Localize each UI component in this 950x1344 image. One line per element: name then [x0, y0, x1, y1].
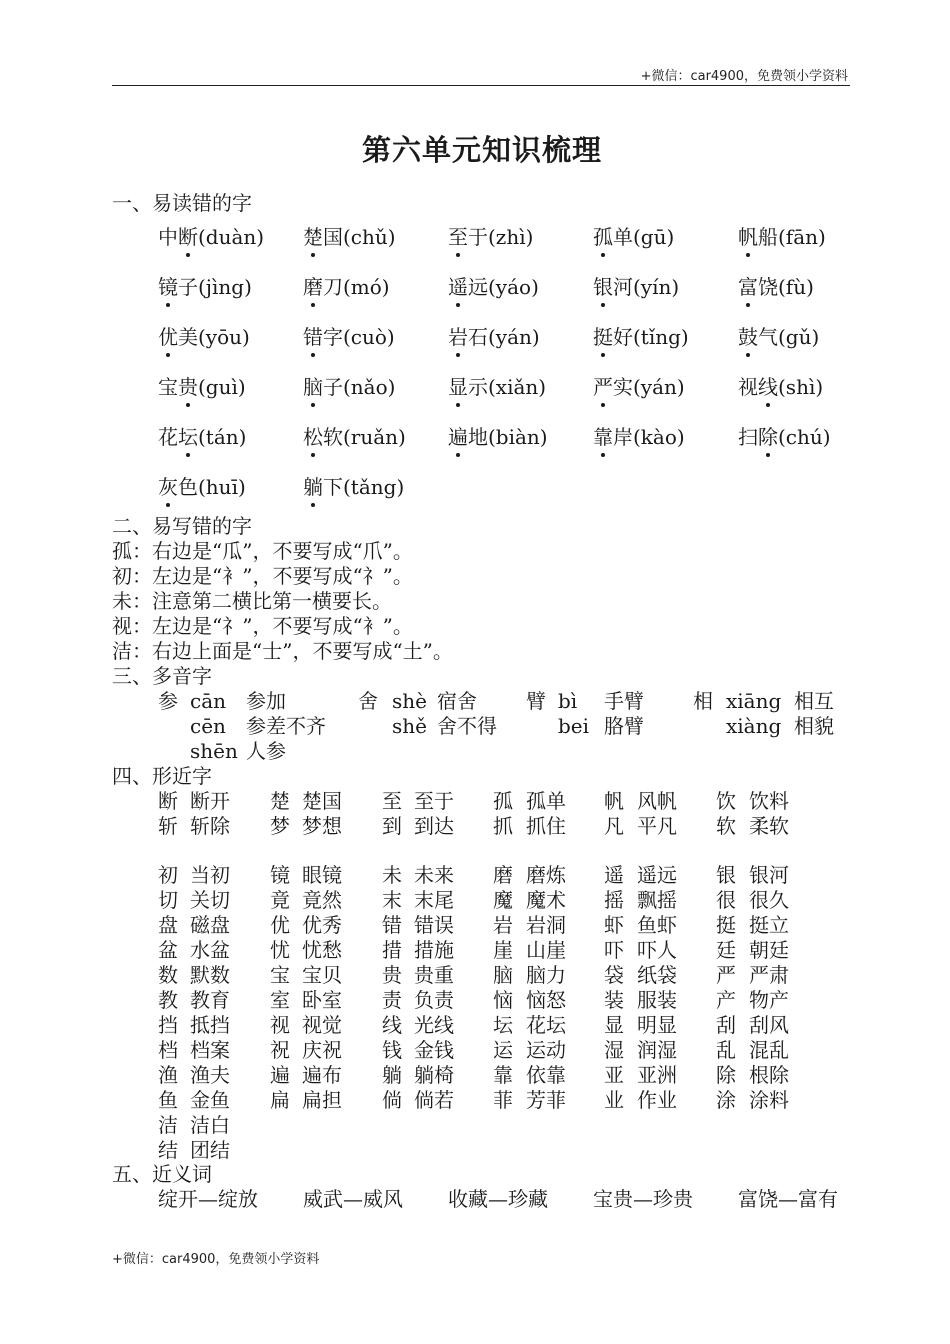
polyphone-char: 舍 [358, 689, 378, 713]
similar-word: 银河 [749, 863, 789, 887]
similar-char: 饮 [716, 789, 736, 813]
page-title: 第六单元知识梳理 [361, 133, 602, 167]
misread-word [158, 475, 246, 500]
section5-heading: 五、近义词 [112, 1162, 212, 1186]
header-note: +微信：car4900，免费领小学资料 [640, 69, 848, 84]
similar-word: 很久 [749, 888, 789, 912]
similar-word: 金鱼 [190, 1088, 230, 1112]
word-suffix: 子(jìng) [178, 275, 252, 299]
similar-char: 切 [158, 888, 178, 912]
word-prefix: 宝 [158, 375, 178, 399]
similar-word: 抓住 [526, 814, 566, 838]
similar-word: 脑力 [526, 963, 566, 987]
similar-char: 挺 [716, 913, 736, 937]
similar-char: 银 [716, 863, 736, 887]
polyphone-char: 臂 [526, 689, 546, 713]
dotted-char: 显 [448, 375, 468, 399]
similar-word: 斩除 [190, 814, 230, 838]
word-prefix: 中 [158, 225, 178, 249]
dotted-char: 躺 [303, 475, 323, 499]
word-suffix: (chú) [778, 425, 831, 449]
similar-char: 扁 [270, 1088, 290, 1112]
word-suffix: 石(yán) [468, 325, 540, 349]
word-prefix: 视 [738, 375, 758, 399]
misread-word [303, 225, 396, 250]
dotted-char: 靠 [593, 425, 613, 449]
similar-word: 飘摇 [637, 888, 677, 912]
similar-word: 抵挡 [190, 1013, 230, 1037]
word-suffix: 河(yín) [613, 275, 680, 299]
similar-char: 廷 [716, 938, 736, 962]
similar-char: 洁 [158, 1113, 178, 1137]
synonym-pair: 威武—威风 [303, 1187, 403, 1211]
similar-word: 恼怒 [526, 988, 566, 1012]
polyphone-char: 相 [693, 689, 713, 713]
word-suffix: 好(tǐng) [613, 325, 689, 349]
similar-word: 涂料 [749, 1088, 789, 1112]
word-suffix: 气(gǔ) [758, 325, 820, 349]
synonym-pair: 宝贵—珍贵 [593, 1187, 693, 1211]
similar-char: 遍 [270, 1063, 290, 1087]
similar-char: 湿 [604, 1038, 624, 1062]
word-suffix: 色(huī) [178, 475, 246, 499]
word-suffix: 下(tǎng) [323, 475, 405, 499]
misread-word [448, 425, 548, 450]
word-suffix: 于(zhì) [468, 225, 534, 249]
dotted-char: 岩 [448, 325, 468, 349]
misread-word [158, 425, 246, 450]
misread-word [158, 275, 252, 300]
misread-word [593, 425, 685, 450]
similar-char: 倘 [382, 1088, 402, 1112]
similar-char: 钱 [382, 1038, 402, 1062]
misread-word [303, 325, 395, 350]
similar-word: 山崖 [526, 938, 566, 962]
similar-word: 混乱 [749, 1038, 789, 1062]
dotted-char: 富 [738, 275, 758, 299]
similar-char: 抓 [493, 814, 513, 838]
similar-char: 坛 [493, 1013, 513, 1037]
synonym-pair: 收藏—珍藏 [448, 1187, 548, 1211]
similar-word: 未来 [414, 863, 454, 887]
similar-char: 忧 [270, 938, 290, 962]
polyphone-pinyin: shēn [190, 739, 238, 763]
polyphone-pinyin: xiāng [726, 689, 782, 713]
similar-char: 盘 [158, 913, 178, 937]
similar-word: 教育 [190, 988, 230, 1012]
similar-word: 运动 [526, 1038, 566, 1062]
word-suffix: 地(biàn) [468, 425, 548, 449]
similar-word: 物产 [749, 988, 789, 1012]
similar-word: 亚洲 [637, 1063, 677, 1087]
word-suffix: (shì) [778, 375, 824, 399]
similar-word: 孤单 [526, 789, 566, 813]
similar-char: 竟 [270, 888, 290, 912]
misread-word [158, 225, 264, 250]
similar-word: 根除 [749, 1063, 789, 1087]
similar-char: 亚 [604, 1063, 624, 1087]
rule-line: 孤：右边是“瓜”，不要写成“爪”。 [112, 539, 413, 563]
word-suffix: 刀(mó) [323, 275, 390, 299]
similar-word: 魔术 [526, 888, 566, 912]
word-suffix: (tán) [198, 425, 247, 449]
misread-word [738, 425, 831, 450]
word-suffix: 单(gū) [613, 225, 675, 249]
misread-word [448, 325, 540, 350]
similar-char: 刮 [716, 1013, 736, 1037]
similar-char: 教 [158, 988, 178, 1012]
polyphone-pinyin: cān [190, 689, 227, 713]
similar-word: 眼镜 [302, 863, 342, 887]
similar-word: 纸袋 [637, 963, 677, 987]
similar-char: 室 [270, 988, 290, 1012]
similar-word: 竟然 [302, 888, 342, 912]
polyphone-pinyin: bei [558, 714, 590, 738]
dotted-char: 灰 [158, 475, 178, 499]
word-suffix: 美(yōu) [178, 325, 250, 349]
misread-word [448, 275, 539, 300]
polyphone-word: 相互 [794, 689, 834, 713]
polyphone-word: 参差不齐 [246, 714, 326, 738]
similar-word: 视觉 [302, 1013, 342, 1037]
similar-char: 责 [382, 988, 402, 1012]
polyphone-word: 参加 [246, 689, 286, 713]
similar-word: 优秀 [302, 913, 342, 937]
similar-word: 花坛 [526, 1013, 566, 1037]
polyphone-word: 手臂 [604, 689, 644, 713]
similar-word: 风帆 [637, 789, 677, 813]
similar-word: 渔夫 [190, 1063, 230, 1087]
dotted-char: 磨 [303, 275, 323, 299]
misread-word [158, 375, 246, 400]
similar-word: 岩洞 [526, 913, 566, 937]
similar-char: 靠 [493, 1063, 513, 1087]
similar-char: 魔 [493, 888, 513, 912]
similar-char: 脑 [493, 963, 513, 987]
similar-char: 磨 [493, 863, 513, 887]
word-suffix: 示(xiǎn) [468, 375, 547, 399]
similar-word: 洁白 [190, 1113, 230, 1137]
similar-char: 软 [716, 814, 736, 838]
similar-char: 摇 [604, 888, 624, 912]
synonym-pair: 绽开—绽放 [158, 1187, 258, 1211]
dotted-char: 遍 [448, 425, 468, 449]
dotted-char: 楚 [303, 225, 323, 249]
dotted-char: 线 [758, 375, 778, 399]
similar-char: 鱼 [158, 1088, 178, 1112]
dotted-char: 严 [593, 375, 613, 399]
footer-note: +微信：car4900，免费领小学资料 [112, 1252, 320, 1267]
similar-char: 梦 [270, 814, 290, 838]
similar-word: 润湿 [637, 1038, 677, 1062]
rule-line: 洁：右边上面是“士”，不要写成“土”。 [112, 639, 453, 663]
similar-word: 遍布 [302, 1063, 342, 1087]
word-prefix: 扫 [738, 425, 758, 449]
similar-char: 除 [716, 1063, 736, 1087]
similar-char: 岩 [493, 913, 513, 937]
misread-word [448, 225, 533, 250]
similar-word: 挺立 [749, 913, 789, 937]
similar-char: 菲 [493, 1088, 513, 1112]
similar-word: 庆祝 [302, 1038, 342, 1062]
word-suffix: 国(chǔ) [323, 225, 396, 249]
polyphone-word: 宿舍 [437, 689, 477, 713]
misread-word [448, 375, 546, 400]
misread-word [303, 475, 404, 500]
similar-char: 结 [158, 1138, 178, 1162]
similar-word: 平凡 [637, 814, 677, 838]
similar-word: 严肃 [749, 963, 789, 987]
polyphone-word: 胳臂 [604, 714, 644, 738]
similar-word: 卧室 [302, 988, 342, 1012]
similar-char: 镜 [270, 863, 290, 887]
similar-char: 凡 [604, 814, 624, 838]
polyphone-pinyin: xiàng [726, 714, 782, 738]
similar-word: 躺椅 [414, 1063, 454, 1087]
dotted-char: 脑 [303, 375, 323, 399]
word-suffix: 子(nǎo) [323, 375, 396, 399]
similar-word: 水盆 [190, 938, 230, 962]
similar-char: 吓 [604, 938, 624, 962]
misread-word [158, 325, 250, 350]
similar-word: 芳菲 [526, 1088, 566, 1112]
dotted-char: 除 [758, 425, 778, 449]
similar-word: 贵重 [414, 963, 454, 987]
similar-char: 视 [270, 1013, 290, 1037]
similar-char: 显 [604, 1013, 624, 1037]
polyphone-word: 相貌 [794, 714, 834, 738]
synonym-pair: 富饶—富有 [738, 1187, 838, 1211]
similar-char: 乱 [716, 1038, 736, 1062]
similar-char: 断 [158, 789, 178, 813]
dotted-char: 遥 [448, 275, 468, 299]
polyphone-pinyin: shè [392, 689, 427, 713]
similar-char: 措 [382, 938, 402, 962]
similar-word: 默数 [190, 963, 230, 987]
similar-word: 措施 [414, 938, 454, 962]
misread-word [738, 325, 819, 350]
similar-char: 装 [604, 988, 624, 1012]
similar-char: 初 [158, 863, 178, 887]
similar-char: 虾 [604, 913, 624, 937]
word-suffix: (duàn) [198, 225, 265, 249]
header-divider [112, 85, 850, 86]
word-suffix: 软(ruǎn) [323, 425, 406, 449]
similar-word: 吓人 [637, 938, 677, 962]
similar-word: 当初 [190, 863, 230, 887]
similar-char: 祝 [270, 1038, 290, 1062]
similar-word: 明显 [637, 1013, 677, 1037]
similar-word: 倘若 [414, 1088, 454, 1112]
similar-word: 团结 [190, 1138, 230, 1162]
similar-word: 刮风 [749, 1013, 789, 1037]
misread-word [593, 375, 685, 400]
similar-char: 贵 [382, 963, 402, 987]
section2-heading: 二、易写错的字 [112, 514, 252, 538]
similar-char: 线 [382, 1013, 402, 1037]
similar-char: 宝 [270, 963, 290, 987]
similar-word: 梦想 [302, 814, 342, 838]
dotted-char: 帆 [738, 225, 758, 249]
rule-line: 初：左边是“衤”，不要写成“礻”。 [112, 564, 413, 588]
dotted-char: 坛 [178, 425, 198, 449]
rule-line: 未：注意第二横比第一横要长。 [112, 589, 392, 613]
similar-char: 帆 [604, 789, 624, 813]
similar-word: 服装 [637, 988, 677, 1012]
word-suffix: 岸(kào) [613, 425, 685, 449]
misread-word [738, 275, 814, 300]
similar-word: 末尾 [414, 888, 454, 912]
polyphone-pinyin: cēn [190, 714, 226, 738]
polyphone-word: 舍不得 [437, 714, 497, 738]
similar-char: 躺 [382, 1063, 402, 1087]
similar-word: 到达 [414, 814, 454, 838]
dotted-char: 错 [303, 325, 323, 349]
dotted-char: 断 [178, 225, 198, 249]
similar-word: 楚国 [302, 789, 342, 813]
misread-word [593, 275, 679, 300]
misread-word [303, 275, 390, 300]
similar-char: 盆 [158, 938, 178, 962]
similar-word: 宝贝 [302, 963, 342, 987]
word-suffix: 字(cuò) [323, 325, 395, 349]
similar-char: 很 [716, 888, 736, 912]
dotted-char: 优 [158, 325, 178, 349]
misread-word [303, 425, 406, 450]
similar-char: 业 [604, 1088, 624, 1112]
similar-word: 鱼虾 [637, 913, 677, 937]
polyphone-pinyin: shě [392, 714, 427, 738]
word-suffix: 远(yáo) [468, 275, 539, 299]
dotted-char: 挺 [593, 325, 613, 349]
similar-word: 朝廷 [749, 938, 789, 962]
similar-word: 光线 [414, 1013, 454, 1037]
section4-heading: 四、形近字 [112, 764, 212, 788]
polyphone-char: 参 [158, 689, 178, 713]
similar-word: 负责 [414, 988, 454, 1012]
dotted-char: 贵 [178, 375, 198, 399]
word-suffix: 实(yán) [613, 375, 685, 399]
similar-char: 数 [158, 963, 178, 987]
similar-word: 关切 [190, 888, 230, 912]
similar-char: 至 [382, 789, 402, 813]
misread-word [738, 225, 826, 250]
dotted-char: 鼓 [738, 325, 758, 349]
misread-word [738, 375, 823, 400]
section1-heading: 一、易读错的字 [112, 191, 252, 215]
similar-word: 饮料 [749, 789, 789, 813]
similar-char: 到 [382, 814, 402, 838]
section3-heading: 三、多音字 [112, 664, 212, 688]
word-prefix: 花 [158, 425, 178, 449]
similar-word: 至于 [414, 789, 454, 813]
similar-char: 渔 [158, 1063, 178, 1087]
similar-char: 产 [716, 988, 736, 1012]
similar-word: 错误 [414, 913, 454, 937]
similar-word: 柔软 [749, 814, 789, 838]
dotted-char: 镜 [158, 275, 178, 299]
misread-word [593, 225, 674, 250]
similar-char: 遥 [604, 863, 624, 887]
similar-char: 未 [382, 863, 402, 887]
similar-char: 涂 [716, 1088, 736, 1112]
similar-word: 扁担 [302, 1088, 342, 1112]
similar-word: 金钱 [414, 1038, 454, 1062]
similar-char: 末 [382, 888, 402, 912]
word-suffix: 饶(fù) [758, 275, 814, 299]
similar-char: 挡 [158, 1013, 178, 1037]
polyphone-word: 人参 [246, 739, 286, 763]
similar-word: 忧愁 [302, 938, 342, 962]
similar-char: 袋 [604, 963, 624, 987]
misread-word [303, 375, 395, 400]
similar-char: 档 [158, 1038, 178, 1062]
similar-word: 磨炼 [526, 863, 566, 887]
similar-char: 孤 [493, 789, 513, 813]
similar-word: 依靠 [526, 1063, 566, 1087]
rule-line: 视：左边是“礻”，不要写成“衤”。 [112, 614, 413, 638]
similar-word: 断开 [190, 789, 230, 813]
similar-char: 优 [270, 913, 290, 937]
word-suffix: 船(fān) [758, 225, 826, 249]
similar-char: 恼 [493, 988, 513, 1012]
dotted-char: 至 [448, 225, 468, 249]
dotted-char: 松 [303, 425, 323, 449]
word-suffix: (guì) [198, 375, 246, 399]
similar-word: 遥远 [637, 863, 677, 887]
similar-word: 磁盘 [190, 913, 230, 937]
similar-char: 斩 [158, 814, 178, 838]
similar-word: 作业 [637, 1088, 677, 1112]
similar-char: 崖 [493, 938, 513, 962]
dotted-char: 银 [593, 275, 613, 299]
similar-word: 档案 [190, 1038, 230, 1062]
misread-word [593, 325, 689, 350]
similar-char: 严 [716, 963, 736, 987]
similar-char: 运 [493, 1038, 513, 1062]
similar-char: 楚 [270, 789, 290, 813]
dotted-char: 孤 [593, 225, 613, 249]
similar-char: 错 [382, 913, 402, 937]
polyphone-pinyin: bì [558, 689, 578, 713]
